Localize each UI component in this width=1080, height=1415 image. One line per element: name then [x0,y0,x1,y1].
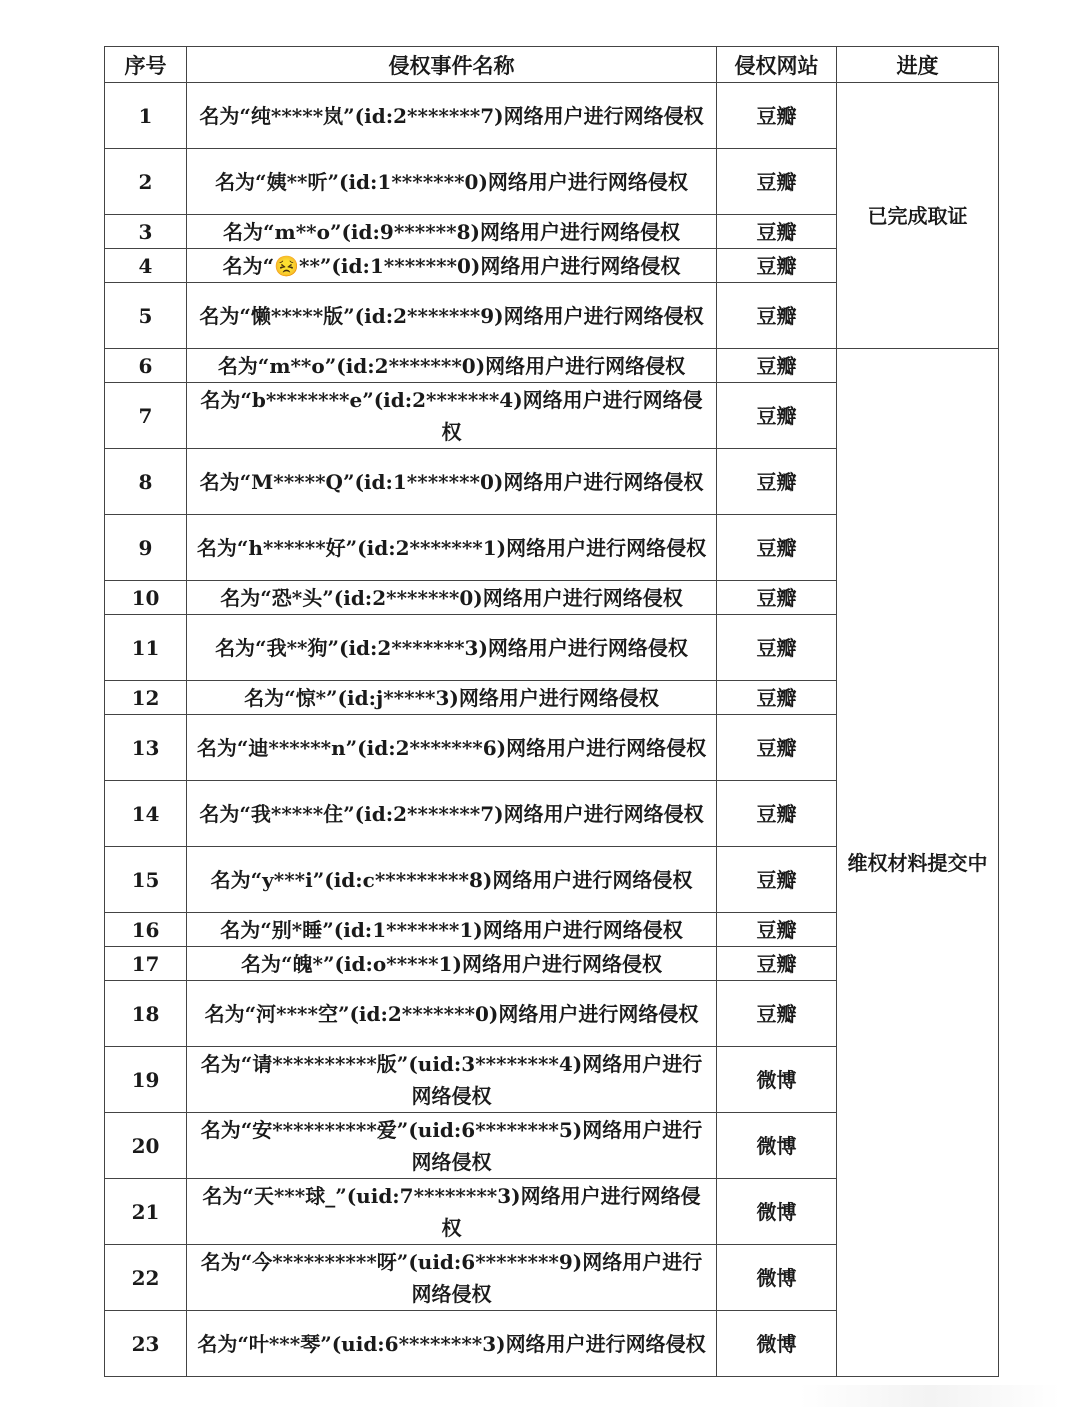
row-event-name: 名为“😣**”(id:1*******0)网络用户进行网络侵权 [187,249,717,283]
row-event-name: 名为“m**o”(id:2*******0)网络用户进行网络侵权 [187,349,717,383]
row-serial-number: 18 [105,981,187,1047]
row-serial-number: 13 [105,715,187,781]
row-website: 豆瓣 [717,83,837,149]
row-website: 豆瓣 [717,449,837,515]
header-event-name: 侵权事件名称 [187,47,717,83]
row-event-name: 名为“M*****Q”(id:1*******0)网络用户进行网络侵权 [187,449,717,515]
row-serial-number: 4 [105,249,187,283]
row-event-name: 名为“m**o”(id:9******8)网络用户进行网络侵权 [187,215,717,249]
table-header-row [105,47,999,83]
row-website: 豆瓣 [717,215,837,249]
row-website: 豆瓣 [717,249,837,283]
row-event-name: 名为“迪******n”(id:2*******6)网络用户进行网络侵权 [187,715,717,781]
table-row [105,349,999,383]
row-serial-number: 14 [105,781,187,847]
row-event-name: 名为“b********e”(id:2*******4)网络用户进行网络侵权 [187,383,717,449]
row-event-name: 名为“我**狗”(id:2*******3)网络用户进行网络侵权 [187,615,717,681]
row-website: 豆瓣 [717,947,837,981]
row-website: 微博 [717,1245,837,1311]
row-serial-number: 19 [105,1047,187,1113]
row-event-name: 名为“安**********爱”(uid:6********5)网络用户进行网络侵权 [187,1113,717,1179]
row-event-name: 名为“姨**听”(id:1*******0)网络用户进行网络侵权 [187,149,717,215]
row-serial-number: 20 [105,1113,187,1179]
watermark [800,1385,1060,1407]
row-website: 豆瓣 [717,615,837,681]
row-website: 豆瓣 [717,847,837,913]
row-serial-number: 16 [105,913,187,947]
row-progress-status: 维权材料提交中 [837,349,999,1377]
row-website: 微博 [717,1179,837,1245]
row-event-name: 名为“我*****住”(id:2*******7)网络用户进行网络侵权 [187,781,717,847]
infringement-record-table [104,46,999,1377]
row-website: 豆瓣 [717,913,837,947]
header-website: 侵权网站 [717,47,837,83]
row-serial-number: 17 [105,947,187,981]
row-event-name: 名为“叶***琴”(uid:6********3)网络用户进行网络侵权 [187,1311,717,1377]
row-event-name: 名为“魄*”(id:o*****1)网络用户进行网络侵权 [187,947,717,981]
row-serial-number: 8 [105,449,187,515]
header-progress: 进度 [837,47,999,83]
row-serial-number: 2 [105,149,187,215]
row-website: 豆瓣 [717,681,837,715]
row-event-name: 名为“请**********版”(uid:3********4)网络用户进行网络侵权 [187,1047,717,1113]
row-website: 豆瓣 [717,781,837,847]
row-serial-number: 21 [105,1179,187,1245]
table-row [105,83,999,149]
row-event-name: 名为“河****空”(id:2*******0)网络用户进行网络侵权 [187,981,717,1047]
row-serial-number: 11 [105,615,187,681]
row-website: 豆瓣 [717,515,837,581]
row-progress-status: 已完成取证 [837,83,999,349]
row-event-name: 名为“恐*头”(id:2*******0)网络用户进行网络侵权 [187,581,717,615]
row-serial-number: 10 [105,581,187,615]
row-serial-number: 7 [105,383,187,449]
row-serial-number: 1 [105,83,187,149]
row-serial-number: 9 [105,515,187,581]
row-event-name: 名为“懒*****版”(id:2*******9)网络用户进行网络侵权 [187,283,717,349]
row-event-name: 名为“h******好”(id:2*******1)网络用户进行网络侵权 [187,515,717,581]
row-website: 豆瓣 [717,981,837,1047]
row-serial-number: 3 [105,215,187,249]
row-serial-number: 5 [105,283,187,349]
row-event-name: 名为“y***i”(id:c*********8)网络用户进行网络侵权 [187,847,717,913]
row-website: 豆瓣 [717,283,837,349]
row-website: 豆瓣 [717,349,837,383]
row-website: 微博 [717,1047,837,1113]
row-serial-number: 6 [105,349,187,383]
table-body [105,83,999,1377]
row-event-name: 名为“纯*****岚”(id:2*******7)网络用户进行网络侵权 [187,83,717,149]
row-serial-number: 12 [105,681,187,715]
header-serial-number: 序号 [105,47,187,83]
row-serial-number: 22 [105,1245,187,1311]
row-event-name: 名为“惊*”(id:j*****3)网络用户进行网络侵权 [187,681,717,715]
row-website: 豆瓣 [717,383,837,449]
row-event-name: 名为“天***球_”(uid:7********3)网络用户进行网络侵权 [187,1179,717,1245]
row-website: 微博 [717,1311,837,1377]
row-serial-number: 23 [105,1311,187,1377]
row-website: 微博 [717,1113,837,1179]
row-event-name: 名为“今**********呀”(uid:6********9)网络用户进行网络侵权 [187,1245,717,1311]
row-website: 豆瓣 [717,581,837,615]
row-website: 豆瓣 [717,715,837,781]
row-serial-number: 15 [105,847,187,913]
row-website: 豆瓣 [717,149,837,215]
row-event-name: 名为“别*睡”(id:1*******1)网络用户进行网络侵权 [187,913,717,947]
